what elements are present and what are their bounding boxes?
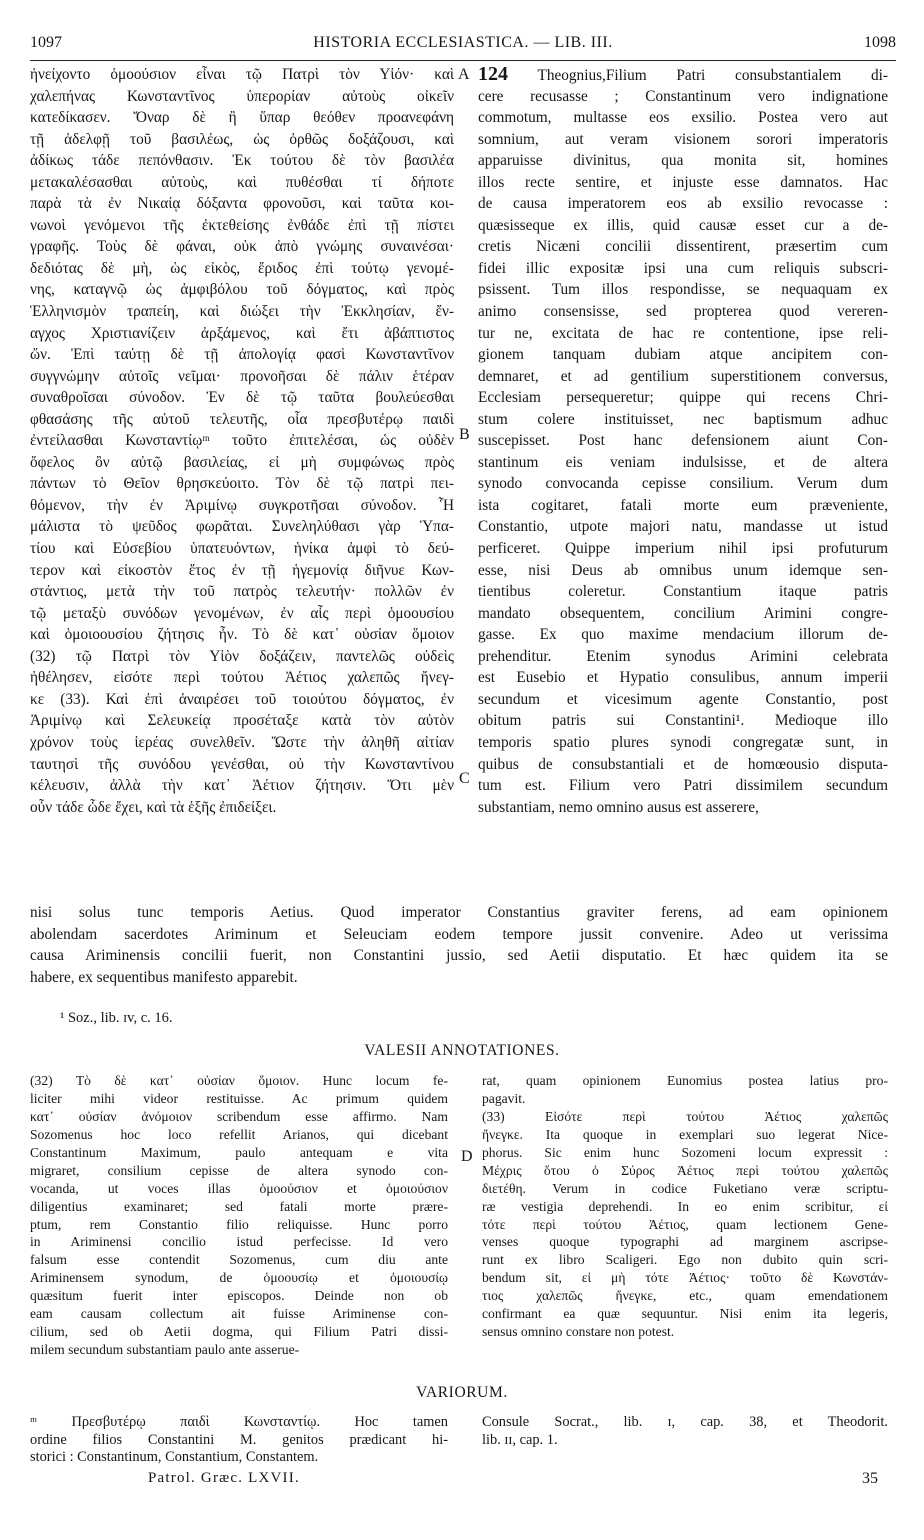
latin-text-line: ista cogitaret, fatali morte eum præveniente, — [478, 496, 888, 514]
annotation-line: Sozomenus hoc loco refellit Arianos, qui dicebant — [30, 1126, 448, 1142]
greek-text-line: κε (33). Καὶ ἐπὶ ἀναιρέσει τοῦ τοιούτου δόγματος, ἐν — [30, 690, 454, 708]
latin-text-line: perficeret. Quippe imperium nihil ipsi profuturum — [478, 540, 888, 558]
greek-text-line: οὖν τάδε ὧδε ἔχει, καὶ τὰ ἑξῆς ἐπιδείξει. — [30, 798, 277, 816]
greek-text-line: παρὰ τὰ ἐν Νικαίᾳ δόξαντα φρονοῦσι, καὶ ταῦτα κοι- — [30, 195, 454, 213]
latin-text-line: substantiam, nemo omnino ausus est asserere, — [478, 798, 759, 816]
greek-text-line: νης, καταγνῷ ὡς ἀμφιβόλου τοῦ δόγματος, καὶ πρὸς — [30, 281, 454, 299]
greek-text-line: πάντων τὸ Θεῖον θρησκεύοιτο. Τὸν δὲ τῷ πατρὶ πει- — [30, 475, 454, 493]
page-number: 35 — [862, 1470, 878, 1487]
footnote: ¹ Soz., lib. ɪv, c. 16. — [60, 1010, 173, 1026]
latin-text-line: quibus de consubstantiali et de homœousio disputa- — [478, 755, 888, 773]
annotation-line: pagavit. — [482, 1090, 526, 1106]
greek-text-line: τερον καὶ εἰκοστὸν ἔτος ἐν τῇ ἡγεμονίᾳ διῆνυε Κων- — [30, 561, 454, 579]
variorum-line: Consule Socrat., lib. ɪ, cap. 38, et Theodorit. — [482, 1414, 888, 1430]
annotation-line: Ariminensem synodum, de ὁμοουσίῳ et ὁμοιουσίῳ — [30, 1270, 448, 1286]
greek-text-line: χαλεπήνας Κωνσταντῖνος ὑπερορίαν αὐτοὺς οἰκεῖν — [30, 87, 454, 105]
full-width-line: habere, ex sequentibus manifesto apparebit. — [30, 968, 298, 986]
greek-text-line: γραφῆς. Τοὺς δὲ φάναι, οὐκ ἀπὸ γνώμης συναινέσαι· — [30, 238, 454, 256]
variorum-line: storici : Constantinum, Constantium, Constantem. — [30, 1449, 319, 1466]
latin-text-line: est Eusebio et Hypatio consulibus, annum imperii — [478, 669, 888, 687]
latin-text-line: de causa imperatorem eos ab exsilio revocasse : — [478, 195, 888, 213]
greek-text-line: ἀδίκως τάδε πεπόνθασιν. Ἐκ τούτου δὲ τὸν βασιλέα — [30, 152, 454, 170]
signature-line: Patrol. Græc. LXVII. — [148, 1470, 300, 1486]
latin-text-line: prehenditur. Etenim synodus Arimini celebrata — [478, 647, 888, 665]
latin-text-line: tur ne, excitata de hac re contentione, ipse reli- — [478, 324, 888, 342]
left-column-number: 1097 — [30, 34, 62, 51]
annotation-line: τότε περὶ τούτου Ἀέτιος, quam lectionem Gene- — [482, 1216, 888, 1232]
greek-text-line: ταυτησὶ τῆς συνόδου γενέσθαι, οὐ τὴν Κωνσταντίνου — [30, 755, 454, 773]
greek-text-line: συναθροῖσαι σύνοδον. Ἐν δὲ τῷ ταῦτα βουλεύεσθαι — [30, 389, 454, 407]
annotation-line: διετέθη. Verum in codice Fuketiano veræ scriptu- — [482, 1180, 888, 1196]
annotations-left-column — [30, 1072, 448, 1359]
annotation-line: (33) Εἰσότε περὶ τούτου Ἀέτιος χαλεπῶς — [482, 1108, 888, 1124]
annotation-line: ptum, rem Constantio filio reliquisse. Hunc porro — [30, 1216, 448, 1232]
latin-text-line: secundum et vicesimum agente Constantio, post — [478, 690, 888, 708]
annotation-line: venses quoque typographi ad marginem ascripse- — [482, 1234, 888, 1250]
annotation-line: vocanda, ut voces illas ὁμοούσιον et ὁμοιούσιον — [30, 1180, 448, 1196]
latin-text-line: illos recte sentire, et injuste esse damnatos. Hac — [478, 173, 888, 191]
greek-text-line: τίου καὶ Εὐσεβίου ὑπατευόντων, ἡνίκα ἀμφὶ τὸ δεύ- — [30, 540, 454, 558]
greek-text-line: ἠθέλησεν, εἰσότε περὶ τούτου Ἀέτιος χαλεπῶς ἤνεγ- — [30, 669, 454, 687]
latin-text-line: animo consensisse, sed propterea quod vereren- — [478, 303, 888, 321]
greek-text-line: θόμενον, τὴν ἐν Ἀριμίνῳ συγκροτῆσαι σύνοδον. Ἧ — [30, 496, 454, 514]
latin-text-line: tum est. Filium vero Patri dissimilem secundum — [478, 777, 888, 795]
page-header — [30, 34, 896, 58]
annotation-line: milem secundum substantiam paulo ante asserue- — [30, 1342, 300, 1358]
latin-text-column — [478, 64, 888, 818]
greek-text-line: ὤν. Ἐπὶ ταύτῃ δὲ τῇ ἀπολογίᾳ φασὶ Κωνσταντῖνον — [30, 346, 454, 364]
latin-text-line: somnium, aut veram visionem sorori imperatoris — [478, 130, 888, 148]
greek-text-line: Ἀριμίνῳ καὶ Σελευκείᾳ προσέταξε κατὰ τὸν αὐτὸν — [30, 712, 454, 730]
full-width-line: causa Ariminensis concilii fuerit, non Constantini jussio, sed Aetii disputatio. Et hæc quidem ita se — [30, 947, 888, 965]
greek-text-column — [30, 64, 454, 818]
latin-text-line: Constantio, utpote majori natu, mandasse ut istud — [478, 518, 888, 536]
latin-text-line: cere recusasse ; Constantinum vero indignatione — [478, 87, 888, 105]
greek-text-line: δεδιότας δὲ μὴ, ὡς εἰκὸς, ἔριδος ἐπὶ τούτῳ γενομέ- — [30, 259, 454, 277]
latin-text-line: gionem tanquam dubiam atque ancipitem con- — [478, 346, 888, 364]
latin-text-line: demnaret, et ad gentilium superstitionem conversus, — [478, 367, 888, 385]
annotations-right-column — [482, 1072, 888, 1341]
greek-text-line: κέλευσιν, ἀλλὰ τὴν κατ᾽ Ἀέτιον ζήτησιν. Ὅτι μὲν — [30, 777, 454, 795]
annotation-line: ræ vestigia deprehendi. In eo enim scribitur, εἰ — [482, 1198, 888, 1214]
annotation-line: cilium, sed ob Aetii dogma, qui Filium Patri dissi- — [30, 1324, 448, 1340]
greek-text-line: μετακαλέσασθαι αὐτοὺς, καὶ πυθέσθαι τί δήποτε — [30, 173, 454, 191]
variorum-left-column — [30, 1414, 448, 1467]
latin-text-line: commotum, multasse eos exsilio. Postea vero aut — [478, 109, 888, 127]
annotations-title: VALESII ANNOTATIONES. — [364, 1042, 560, 1059]
header-rule — [30, 60, 896, 61]
full-width-line: abolendam sacerdotes Ariminum et Seleuciam eodem tempore jussit convenire. Adeo ut verissima — [30, 925, 888, 943]
full-width-text — [30, 902, 888, 988]
greek-text-line: ὄφελος ὂν αὐτῷ βασιλείας, εἰ μὴ συμφώνως πρὸς — [30, 453, 454, 471]
greek-text-line: Ἑλληνισμὸν τραπείη, καὶ διώξει τὴν Ἐκκλησίαν, ἔν- — [30, 303, 454, 321]
latin-text-line: tientibus coleretur. Constantium itaque patris — [478, 583, 888, 601]
greek-text-line: τῇ ἀδελφῇ τοῦ βασιλέως, ὡς ὀρθῶς δοξάζουσι, καὶ — [30, 130, 454, 148]
variorum-right-column — [482, 1414, 888, 1449]
latin-text-line: stum colere instituisset, nec baptismum adhuc — [478, 410, 888, 428]
annotation-line: in Ariminensi concilio istud perfecisse. Id vero — [30, 1234, 448, 1250]
annotation-line: Μέχρις ὅτου ὁ Σύρος Ἀέτιος περὶ τούτου χαλεπῶς — [482, 1162, 888, 1178]
right-column-number: 1098 — [864, 34, 896, 51]
greek-text-line: ἠνείχοντο ὁμοούσιον εἶναι τῷ Πατρὶ τὸν Υἱόν· καὶ — [30, 66, 454, 83]
latin-text-line — [478, 64, 888, 86]
latin-text-line: synodo convocanda cepisse consilium. Verum dum — [478, 475, 888, 493]
variorum-line: lib. ɪɪ, cap. 1. — [482, 1431, 558, 1448]
annotation-line: τιος χαλεπῶς ἤνεγκε, etc., quam emendationem — [482, 1288, 888, 1304]
annotation-line: phorus. Sic enim hunc Sozomeni locum expressit : — [482, 1144, 888, 1160]
greek-text-line: αγχος Χριστιανίζειν ἀρξάμενος, καὶ ἔτι ἀβάπτιστος — [30, 324, 454, 342]
latin-text-line: mandato obsequentem, concilium Arimini congre- — [478, 604, 888, 622]
latin-text-line: cretis Nicæni concilii dissentirent, præsertim cum — [478, 238, 888, 256]
annotation-line: rat, quam opinionem Eunomius postea latius pro- — [482, 1073, 888, 1088]
annotation-line: confirmant ea quæ sequuntur. Nisi enim ita legeris, — [482, 1306, 888, 1322]
variorum-title: VARIORUM. — [416, 1384, 508, 1401]
margin-marker-d: D — [461, 1148, 473, 1165]
annotation-line: κατ᾽ οὐσίαν ἀνόμοιον scribendum esse affirmo. Nam — [30, 1108, 448, 1124]
annotation-line: ἤνεγκε. Ita quoque in exemplari suo legerat Nice- — [482, 1126, 888, 1142]
latin-text-span: Theognius,Filium Patri consubstantialem di- — [537, 67, 888, 84]
latin-text-line: gasse. Ex quo maxime mendacium illorum de- — [478, 626, 888, 644]
latin-text-line: temporis spatio plures synodi congregatæ sunt, in — [478, 733, 888, 751]
margin-marker-c: C — [459, 770, 470, 787]
annotation-line: falsum esse contendit Sozomenus, cum diu ante — [30, 1252, 448, 1268]
latin-text-line: stantinum eis veniam indulsisse, et de altera — [478, 453, 888, 471]
latin-text-line: Ecclesiam persequeretur; quippe qui recens Chri- — [478, 389, 888, 407]
greek-text-line: κατεδίκασεν. Ὄναρ δὲ ἢ ὕπαρ θεόθεν προανεφάνη — [30, 109, 454, 127]
annotation-line: quæsitum fuerit inter episcopos. Deinde non ob — [30, 1288, 448, 1304]
latin-text-line: fidei illic expositæ ipsi una cum reliquis subscri- — [478, 259, 888, 277]
greek-text-line: στάντιος, μετὰ τὴν τοῦ πατρὸς τελευτήν· πολλῶν ἐν — [30, 583, 454, 601]
latin-text-line: apparuisse divinitus, qua monita sit, homines — [478, 152, 888, 170]
latin-text-line: psissent. Tum illos respondisse, se nequaquam ex — [478, 281, 888, 299]
annotation-line: sensus omnino constare non potest. — [482, 1324, 675, 1340]
latin-text-line: esse, nisi Deus ab omnibus unum idemque sen- — [478, 561, 888, 579]
latin-text-line: quæsisseque ex illis, quid causæ esset cur a de- — [478, 216, 888, 234]
annotation-line: diligentius examinaret; sed fatali morte prære- — [30, 1198, 448, 1214]
variorum-line: ordine filios Constantini M. genitos prædicant hi- — [30, 1431, 448, 1448]
paragraph-number: 124 — [478, 64, 508, 85]
greek-text-line: φθασάσης τῆς αὐτοῦ τελευτῆς, οἷα πρεσβυτέρῳ παιδὶ — [30, 410, 454, 428]
greek-text-line: καὶ ὁμοιοουσίου ζήτησις ἦν. Τὸ δὲ κατ᾽ οὐσίαν ὅμοιον — [30, 626, 454, 644]
greek-text-line: τῷ μεταξὺ συνόδων γενομένων, ἐν αἷς περὶ ὁμοουσίου — [30, 604, 454, 622]
greek-text-line: συγγνώμην αὐτοῖς νεῖμαι· προνοῆσαι δὲ πάλιν ἑτέραν — [30, 367, 454, 385]
margin-marker-a: A — [458, 66, 470, 83]
annotation-line: migraret, consilium cepisse de altera synodo con- — [30, 1162, 448, 1178]
annotation-line: liciter mihi videor restituisse. Ac primum quidem — [30, 1090, 448, 1106]
latin-text-line: obitum patris sui Constantini¹. Medioque illo — [478, 712, 888, 730]
annotation-line: (32) Τὸ δὲ κατ᾽ οὐσίαν ὅμοιον. Hunc locum fe- — [30, 1073, 448, 1088]
margin-marker-b: B — [459, 426, 470, 443]
greek-text-line: νωνοὶ γενόμενοι τῆς ἐκτεθείσης ἐνθάδε ἐπὶ τῇ πίστει — [30, 216, 454, 234]
greek-text-line: (32) τῷ Πατρὶ τὸν Υἱὸν δοξάζειν, παντελῶς οὐδεὶς — [30, 647, 454, 665]
annotation-line: Constantinum Maximum, paulo antequam e vita — [30, 1144, 448, 1160]
running-title: HISTORIA ECCLESIASTICA. — LIB. III. — [313, 34, 613, 51]
annotation-line: runt ex libro Scaligeri. Ego non dubito quin scri- — [482, 1252, 888, 1268]
greek-text-line: χρόνον τοὺς ἱερέας συνελθεῖν. Ὥστε τὴν ἀληθῆ αἰτίαν — [30, 733, 454, 751]
annotation-line: eam causam collectum ait fuisse Ariminense con- — [30, 1306, 448, 1322]
latin-text-line: suscepisset. Post hanc defensionem aiunt Con- — [478, 432, 888, 450]
full-width-line: nisi solus tunc temporis Aetius. Quod imperator Constantius graviter ferens, ad eam opinionem — [30, 904, 888, 921]
variorum-line: ᵐ Πρεσβυτέρῳ παιδὶ Κωνσταντίῳ. Hoc tamen — [30, 1414, 448, 1430]
annotation-line: bendum sit, εἰ μὴ τότε Ἀέτιος· τοῦτο δὲ Κωνστάν- — [482, 1270, 888, 1286]
greek-text-line: ἐντείλασθαι Κωνσταντίῳᵐ τοῦτο ἐπιτελέσαι, ὡς οὐδὲν — [30, 432, 454, 450]
greek-text-line: μάλιστα τὸ ψεῦδος φωρᾶται. Συνεληλύθασι γὰρ Ὑπα- — [30, 518, 454, 536]
